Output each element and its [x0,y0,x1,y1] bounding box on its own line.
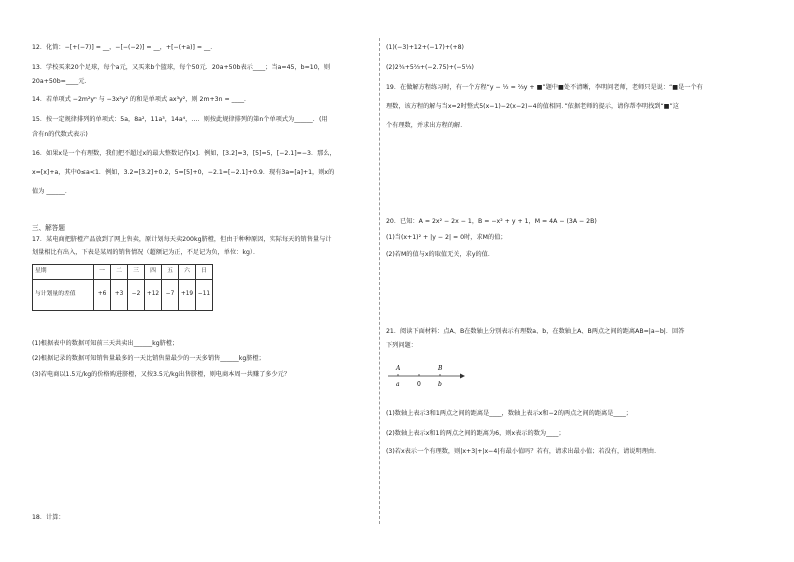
table-day: 一 [94,265,111,280]
question-17-line1: 17．某电商把脐橙产品放到了网上售卖，原计划每天卖200kg脐橙，但由于种种原因，实际每天的销售量与计 [32,236,332,243]
question-19-line2: 理数，该方程的解与当x=2时整式5(x−1)−2(x−2)−4的值相同．”依据老师的提示，请你帮李明找到“■”这 [386,103,679,110]
question-21-line1: 21．阅读下面材料：点A、B在数轴上分别表示有理数a、b，在数轴上A、B两点之间的距离AB=|a−b|．回答 [386,328,685,335]
question-19-line1: 19．在做解方程练习时，有一个方程“y − ½ = ⅔y + ■”题中■处不清晰，李明问老师，老师只是说：“■是一个有 [386,84,703,91]
question-13-line2: 20a+50b=____元． [32,78,91,85]
question-17-line2: 划量相比有出入，下表是某周的销售情况（超额记为正，不足记为负，单位：kg）． [32,249,260,256]
question-15-line2: 含有n的代数式表示) [32,131,88,138]
question-21-line2: 下列问题： [386,342,417,349]
question-13-line1: 13．学校买来20个足球，每个a元，又买来b个篮球，每个50元．20a+50b表示____；当a=45，b=10，则 [32,64,331,71]
table-value: +3 [111,280,128,311]
question-17-part3: (3)若电商以1.5元/kg的价格购进脐橙，又按3.5元/kg出售脐橙，则电商本周一共赚了多少元？ [32,371,291,378]
question-19-line3: 个有理数，并求出方程的解． [386,122,467,129]
question-20-part2: (2)若M的值与x的取值无关，求y的值． [386,251,495,258]
table-value: +19 [179,280,196,311]
table-row-label: 与计划量的差值 [33,280,94,311]
table-value: −11 [196,280,213,311]
table-value: +12 [145,280,162,311]
table-value: −2 [128,280,145,311]
question-12: 12．化简：−[+(−7)] = __，−[−(−2)] = __，+[−(+a)] = __． [32,44,217,51]
question-16-line1: 16．如果x是一个有理数，我们把不超过x的最大整数记作[x]．例如，[3.2]=3，[5]=5，[−2.1]=−3．那么， [32,150,336,157]
question-15-line1: 15．按一定规律排列的单项式：5a，8a²，11a³，14a⁴，…．则按此规律排列的第n个单项式为______．(用 [32,116,328,123]
label-B: B [438,365,443,372]
table-day: 六 [179,265,196,280]
label-a: a [396,381,400,388]
table-value-row [33,280,213,311]
column-divider [379,38,380,524]
question-16-line2: x=[x]+a，其中0≤a<1．例如，3.2=[3.2]+0.2，5=[5]+0，−2.1=[−2.1]+0.9．现有3a=[a]+1，则x的 [32,169,335,176]
table-value: +6 [94,280,111,311]
question-16-line3: 值为 ______． [32,188,72,195]
question-14: 14．若单项式 −2m²yⁿ 与 −3x²y² 的和是单项式 ax³y²，则 2m+3n = ____． [32,96,251,103]
question-18: 18．计算： [32,514,65,521]
question-21-part3: (3)若x表示一个有理数，则|x+3|+|x−4|有最小值吗？若有，请求出最小值；若没有，请说明理由． [386,448,661,455]
table-day: 二 [111,265,128,280]
table-day: 三 [128,265,145,280]
label-0: 0 [417,381,421,388]
question-17-part1: (1)根据表中的数据可知前三天共卖出______kg脐橙； [32,340,179,347]
question-20-line1: 20．已知：A = 2x² − 2x − 1，B = −x² + y + 1，M = 4A − (3A − 2B) [386,218,597,225]
label-b: b [438,381,442,388]
table-day: 日 [196,265,213,280]
table-day: 四 [145,265,162,280]
sales-table [32,264,213,311]
table-day: 五 [162,265,179,280]
question-21-part1: (1)数轴上表示3和1两点之间的距离是____，数轴上表示x和−2的两点之间的距离是____； [386,410,632,417]
arrow-right-icon [460,374,465,379]
calc-2: (2)2¾+5⅔+(−2.75)+(−5⅓) [386,64,474,71]
question-17-part2: (2)根据记录的数据可知销售量最多的一天比销售量最少的一天多销售______kg脐橙； [32,355,265,362]
table-header-label: 星期 [33,265,94,280]
question-20-part1: (1)当(x+1)² + |y − 2| = 0时，求M的值； [386,234,507,241]
label-A: A [396,365,401,372]
calc-1: (1)(−3)+12+(−17)+(+8) [386,44,464,51]
table-header-row [33,265,213,280]
table-value: −7 [162,280,179,311]
number-line [386,360,466,392]
section-heading: 三、解答题 [32,224,65,232]
question-21-part2: (2)数轴上表示x和1的两点之间的距离为6，则x表示的数为____； [386,430,565,437]
